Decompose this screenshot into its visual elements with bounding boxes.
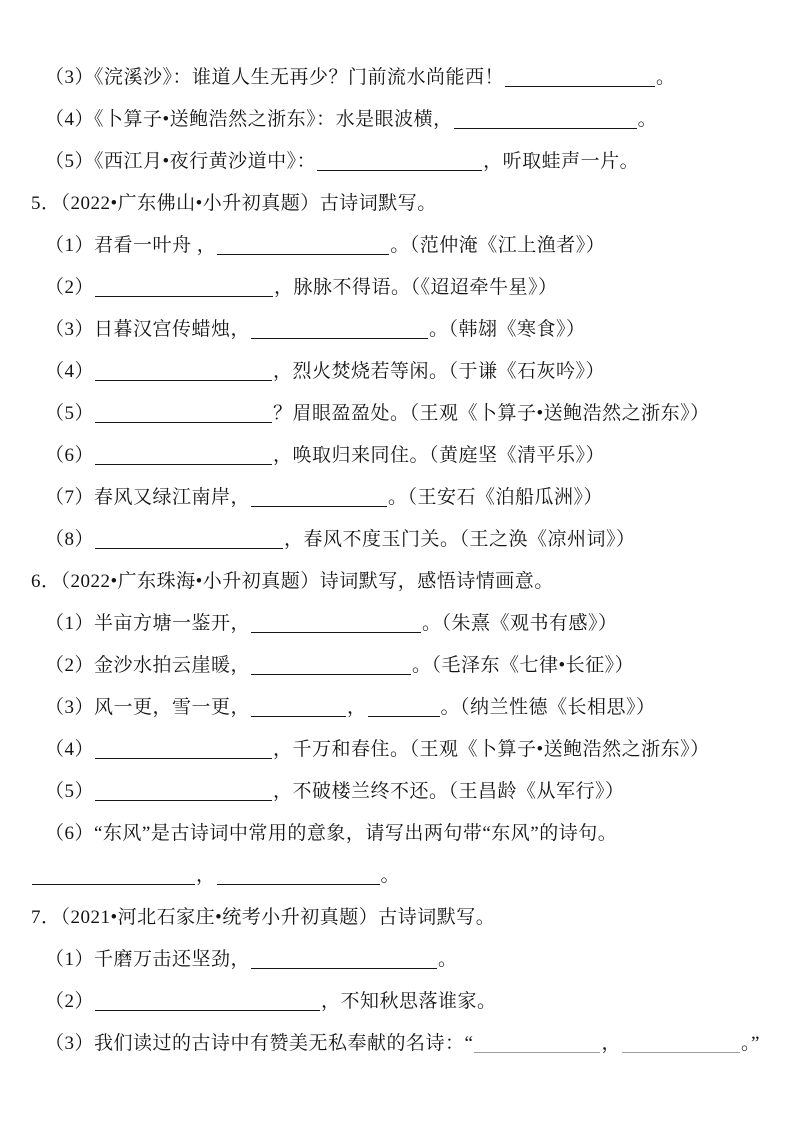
- question-item-line: [0, 603, 793, 645]
- answer-blank: [95, 280, 273, 297]
- question-item-line: [0, 1023, 793, 1065]
- answer-blank: [217, 238, 389, 255]
- line-text: ，烈火焚烧若等闲。（于谦《石灰吟》）: [273, 361, 606, 382]
- answer-blank: [622, 1036, 740, 1053]
- line-text: 。: [438, 949, 458, 970]
- line-text: （2）: [45, 991, 95, 1012]
- line-text: 。”: [740, 1033, 760, 1054]
- line-text: （2）: [45, 277, 95, 298]
- line-text: （3）我们读过的古诗中有赞美无私奉献的名诗：“: [45, 1033, 474, 1054]
- line-text: （3）风一更，雪一更，: [45, 697, 251, 718]
- question-item-line: [0, 687, 793, 729]
- line-text: ，: [601, 1033, 621, 1054]
- answer-blank: [95, 448, 272, 465]
- line-text: 5．（2022•广东佛山•小升初真题）古诗词默写。: [31, 193, 437, 214]
- line-text: ，唤取归来同住。（黄庭坚《清平乐》）: [273, 445, 606, 466]
- line-text: ，: [347, 697, 367, 718]
- line-text: （5）《西江月•夜行黄沙道中》：: [45, 151, 317, 172]
- line-text: ，听取蛙声一片。: [483, 151, 640, 172]
- answer-blank: [505, 70, 655, 87]
- line-text: （4）: [45, 361, 95, 382]
- line-text: （7）春风又绿江南岸，: [45, 487, 251, 508]
- question-item-line: [0, 393, 793, 435]
- line-text: 。（纳兰性德《长相思》）: [440, 697, 656, 718]
- answer-blank: [317, 154, 482, 171]
- answer-blank: [454, 112, 637, 129]
- line-text: ？眉眼盈盈处。（王观《卜算子•送鲍浩然之浙东》）: [273, 403, 710, 424]
- question-header-line: [0, 183, 793, 225]
- document-content: [0, 57, 793, 1065]
- answer-blank: [95, 994, 320, 1011]
- line-text: ，不破楼兰终不还。（王昌龄《从军行》）: [273, 781, 625, 802]
- question-item-line: [0, 225, 793, 267]
- line-text: 。（韩翃《寒食》）: [429, 319, 586, 340]
- answer-blank: [32, 868, 195, 885]
- answer-blank: [251, 616, 421, 633]
- line-text: 7．（2021•河北石家庄•统考小升初真题）古诗词默写。: [31, 907, 496, 928]
- answer-blank: [251, 658, 411, 675]
- line-text: （5）: [45, 403, 95, 424]
- line-text: 。（范仲淹《江上渔者》）: [390, 235, 606, 256]
- line-text: （2）金沙水拍云崖暖，: [45, 655, 251, 676]
- answer-blank: [251, 322, 428, 339]
- line-text: （8）: [45, 529, 95, 550]
- line-text: 。（毛泽东《七律•长征》）: [412, 655, 635, 676]
- line-text: 。: [637, 109, 658, 130]
- answer-blank: [474, 1036, 600, 1053]
- question-item-line: [0, 981, 793, 1023]
- line-text: （3）《浣溪沙》：谁道人生无再少？门前流水尚能西！: [45, 67, 505, 88]
- line-text: （4）: [45, 739, 95, 760]
- question-header-line: [0, 561, 793, 603]
- question-item-line: [0, 729, 793, 771]
- question-item-line: [0, 813, 793, 855]
- line-text: 。: [380, 865, 401, 886]
- line-text: ，不知秋思落谁家。: [321, 991, 497, 1012]
- question-item-line: [0, 351, 793, 393]
- line-text: 。（王安石《泊船瓜洲》）: [388, 487, 604, 508]
- answer-blank: [95, 784, 272, 801]
- line-text: （3）日暮汉宫传蜡烛，: [45, 319, 251, 340]
- question-item-line: [0, 519, 793, 561]
- answer-blank: [368, 700, 440, 717]
- question-item-line: [0, 477, 793, 519]
- question-item-line: [0, 99, 793, 141]
- line-text: （1）半亩方塘一鉴开，: [45, 613, 251, 634]
- line-text: （1）君看一叶舟 ，: [45, 235, 217, 256]
- question-item-line: [0, 771, 793, 813]
- question-item-line: [0, 435, 793, 477]
- question-item-line: [0, 309, 793, 351]
- question-item-line: [0, 141, 793, 183]
- answer-blank: [251, 952, 437, 969]
- question-header-line: [0, 897, 793, 939]
- line-text: 6．（2022•广东珠海•小升初真题）诗词默写，感悟诗情画意。: [31, 571, 554, 592]
- line-text: 。（朱熹《观书有感》）: [422, 613, 618, 634]
- line-text: ，: [196, 865, 216, 886]
- answer-blank-row: [0, 855, 793, 897]
- question-item-line: [0, 57, 793, 99]
- answer-blank: [95, 406, 272, 423]
- question-item-line: [0, 267, 793, 309]
- answer-blank: [95, 532, 283, 549]
- question-item-line: [0, 939, 793, 981]
- line-text: （6）“东风”是古诗词中常用的意象，请写出两句带“东风”的诗句。: [45, 823, 618, 844]
- line-text: 。: [656, 67, 676, 88]
- line-text: （1）千磨万击还坚劲，: [45, 949, 251, 970]
- line-text: （6）: [45, 445, 95, 466]
- answer-blank: [95, 364, 272, 381]
- answer-blank: [95, 742, 272, 759]
- answer-blank: [217, 868, 380, 885]
- line-text: ，春风不度玉门关。（王之涣《凉州词》）: [284, 529, 636, 550]
- line-text: （4）《卜算子•送鲍浩然之浙东》：水是眼波横，: [45, 109, 453, 130]
- question-item-line: [0, 645, 793, 687]
- line-text: （5）: [45, 781, 95, 802]
- line-text: ，脉脉不得语。（《迢迢牵牛星》）: [274, 277, 558, 298]
- answer-blank: [251, 700, 346, 717]
- answer-blank: [251, 490, 387, 507]
- line-text: ，千万和春住。（王观《卜算子•送鲍浩然之浙东》）: [273, 739, 710, 760]
